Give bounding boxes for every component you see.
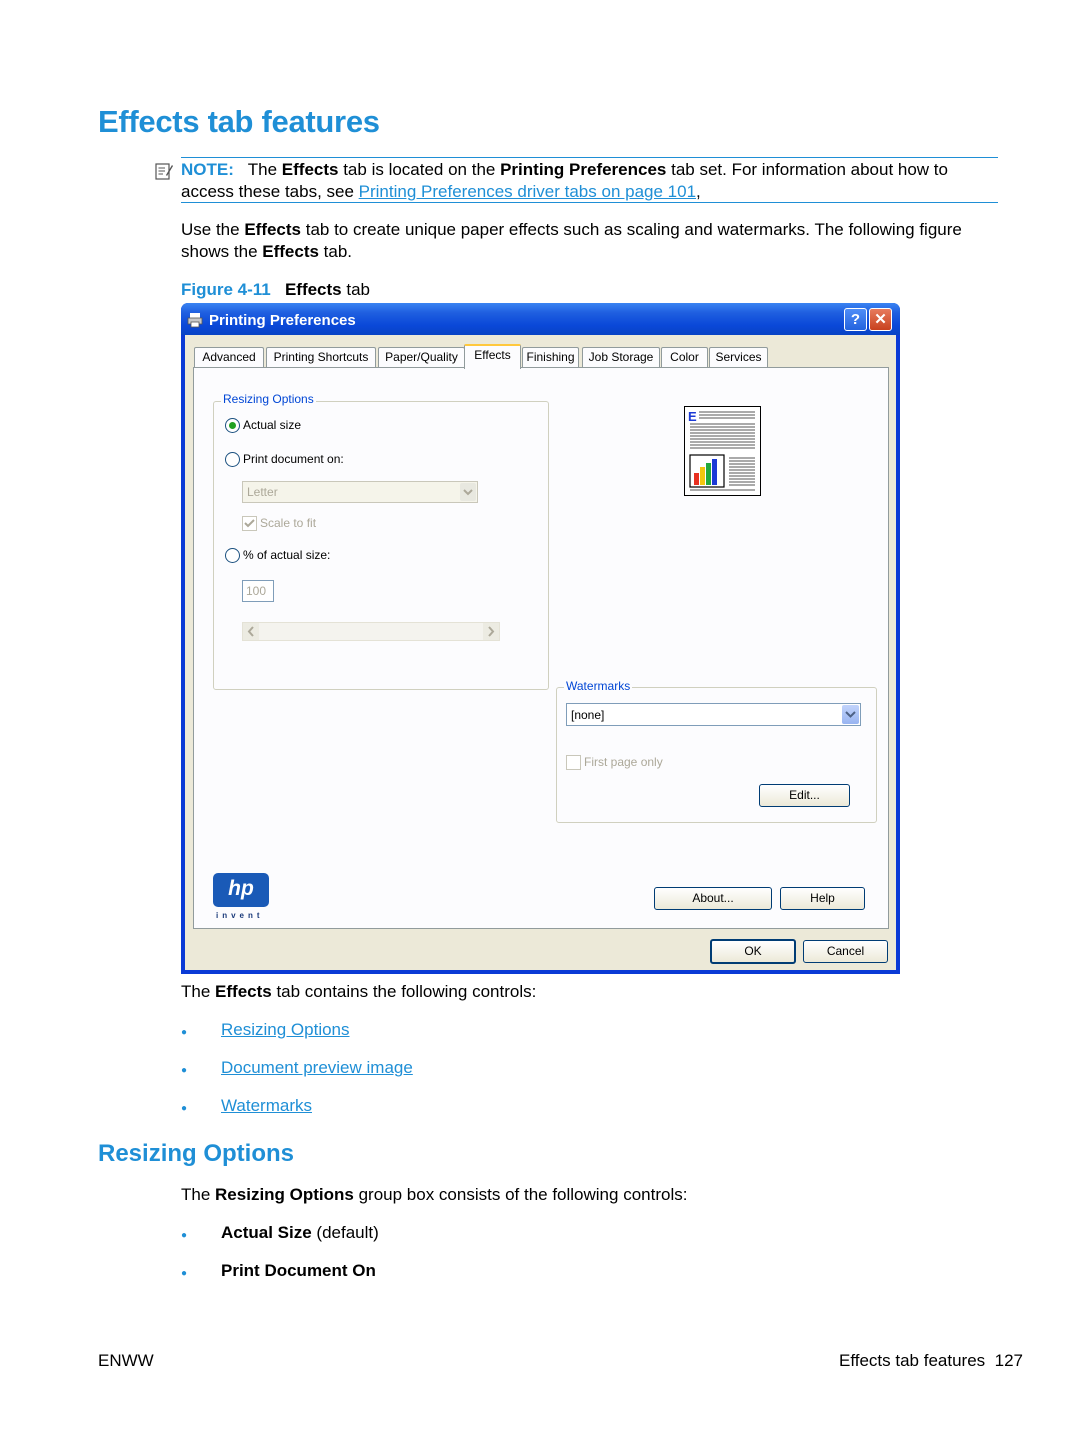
bullet-link-item: [181, 1019, 350, 1044]
checkmark-icon: [243, 517, 256, 530]
section-paragraph: [181, 1184, 687, 1206]
about-button[interactable]: About...: [654, 887, 772, 910]
intro-paragraph: [181, 219, 1001, 263]
bullet-icon: ●: [181, 1027, 188, 1038]
intro-text: tab to create unique paper effects such as scaling and watermarks. The following figure shows the: [181, 220, 962, 261]
list-item: [181, 1222, 379, 1247]
document-preview-image: [684, 406, 761, 496]
watermark-select[interactable]: [566, 703, 861, 726]
tab-paper-quality[interactable]: Paper/Quality: [378, 347, 465, 367]
close-icon[interactable]: ✕: [869, 308, 892, 331]
chevron-left-icon: [243, 623, 259, 640]
tab-color[interactable]: Color: [661, 347, 708, 367]
bullet-link-item: [181, 1057, 413, 1082]
printing-preferences-dialog: [181, 303, 900, 974]
list-item-bold: Actual Size: [221, 1223, 312, 1242]
bullet-link-item: [181, 1095, 312, 1120]
bullet-icon: ●: [181, 1268, 188, 1279]
section-text: The: [181, 1185, 216, 1204]
tab-finishing[interactable]: Finishing: [522, 347, 579, 367]
first-page-only-label[interactable]: First page only: [584, 755, 663, 769]
figure-caption-bold: Effects: [284, 280, 342, 299]
paper-size-value: Letter: [247, 485, 278, 499]
hp-logo-mark: hp: [228, 877, 254, 900]
intro-text: tab.: [318, 242, 353, 261]
dialog-titlebar[interactable]: [181, 303, 900, 335]
scroll-left-button[interactable]: [243, 623, 259, 640]
tab-effects[interactable]: Effects: [464, 344, 521, 369]
scale-to-fit-label[interactable]: Scale to fit: [260, 516, 317, 530]
figure-caption-text: tab: [341, 280, 370, 299]
list-item: [181, 1260, 376, 1285]
help-button[interactable]: Help: [780, 887, 865, 910]
hp-logo-tagline: invent: [216, 911, 264, 920]
effects-tab-panel: [193, 367, 889, 929]
tab-advanced[interactable]: Advanced: [194, 347, 264, 367]
printer-icon: [187, 312, 203, 328]
section-bold: Resizing Options: [215, 1185, 354, 1204]
page-title: Effects tab features: [98, 104, 380, 139]
controls-intro-bold: Effects: [215, 982, 272, 1001]
actual-size-label[interactable]: Actual size: [243, 418, 302, 432]
note-icon: [155, 162, 173, 180]
note-text: tab is located on the: [338, 160, 501, 179]
controls-intro-text: tab contains the following controls:: [271, 982, 537, 1001]
percent-actual-size-radio[interactable]: [225, 548, 240, 563]
preview-letter: E: [688, 409, 697, 424]
radio-selected-dot: [229, 422, 236, 429]
first-page-only-checkbox[interactable]: [566, 755, 581, 770]
edit-watermark-button[interactable]: Edit...: [759, 784, 850, 807]
chevron-right-icon: [483, 623, 499, 640]
section-text: group box consists of the following controls:: [353, 1185, 688, 1204]
preview-page-lines: [685, 407, 760, 495]
note-bold: Printing Preferences: [500, 160, 667, 179]
ok-button[interactable]: OK: [710, 939, 796, 964]
scale-to-fit-checkbox[interactable]: [242, 516, 257, 531]
note-bottom-rule: [181, 202, 998, 203]
bullet-icon: ●: [181, 1230, 188, 1241]
page-number: 127: [994, 1351, 1023, 1370]
paper-size-select[interactable]: [242, 481, 478, 503]
cancel-button[interactable]: Cancel: [803, 940, 888, 963]
percent-scrollbar[interactable]: [242, 622, 500, 641]
tab-job-storage[interactable]: Job Storage: [582, 347, 660, 367]
footer-section-name: Effects tab features: [839, 1351, 986, 1370]
dialog-title: Printing Preferences: [209, 312, 356, 329]
scroll-right-button[interactable]: [483, 623, 499, 640]
footer-right: [839, 1351, 1023, 1371]
note-text: ,: [696, 182, 701, 201]
print-document-on-radio[interactable]: [225, 452, 240, 467]
percent-input[interactable]: [242, 580, 274, 602]
note-bold: Effects: [281, 160, 339, 179]
help-title-button[interactable]: ?: [844, 308, 867, 331]
intro-text: Use the: [181, 220, 245, 239]
controls-intro: [181, 981, 536, 1003]
printing-preferences-link[interactable]: Printing Preferences driver tabs on page 101: [358, 182, 697, 201]
note-top-rule: [181, 157, 998, 158]
dialog-client-area: [185, 335, 896, 970]
intro-bold: Effects: [244, 220, 301, 239]
resizing-options-group: [213, 401, 549, 690]
note-text: The: [247, 160, 282, 179]
chevron-down-icon[interactable]: [842, 705, 859, 724]
intro-bold: Effects: [262, 242, 319, 261]
watermarks-label: Watermarks: [566, 679, 631, 693]
watermark-value: [none]: [571, 708, 605, 722]
note-text: tab set. For information about how to access these tabs, see: [181, 160, 948, 201]
watermarks-link[interactable]: Watermarks: [221, 1096, 312, 1115]
note-label: NOTE:: [181, 160, 234, 179]
controls-intro-text: The: [181, 982, 216, 1001]
percent-value: 100: [246, 584, 267, 598]
tab-services[interactable]: Services: [709, 347, 768, 367]
chevron-down-icon: [460, 483, 476, 501]
tab-printing-shortcuts[interactable]: Printing Shortcuts: [266, 347, 376, 367]
hp-logo: [213, 873, 269, 907]
document-preview-image-link[interactable]: Document preview image: [221, 1058, 413, 1077]
bullet-icon: ●: [181, 1103, 188, 1114]
actual-size-radio[interactable]: [225, 418, 240, 433]
resizing-options-label: Resizing Options: [223, 392, 314, 406]
resizing-options-link[interactable]: Resizing Options: [221, 1020, 350, 1039]
figure-number: Figure 4-11: [181, 280, 271, 299]
note-paragraph: [181, 159, 1001, 203]
list-item-text: (default): [311, 1223, 379, 1242]
list-item-bold: Print Document On: [221, 1261, 376, 1280]
figure-caption: [181, 279, 370, 301]
bullet-icon: ●: [181, 1065, 188, 1076]
percent-actual-size-label[interactable]: % of actual size:: [243, 548, 331, 562]
section-heading: Resizing Options: [98, 1140, 295, 1167]
print-document-on-label[interactable]: Print document on:: [243, 452, 344, 466]
footer-left: ENWW: [98, 1351, 154, 1370]
